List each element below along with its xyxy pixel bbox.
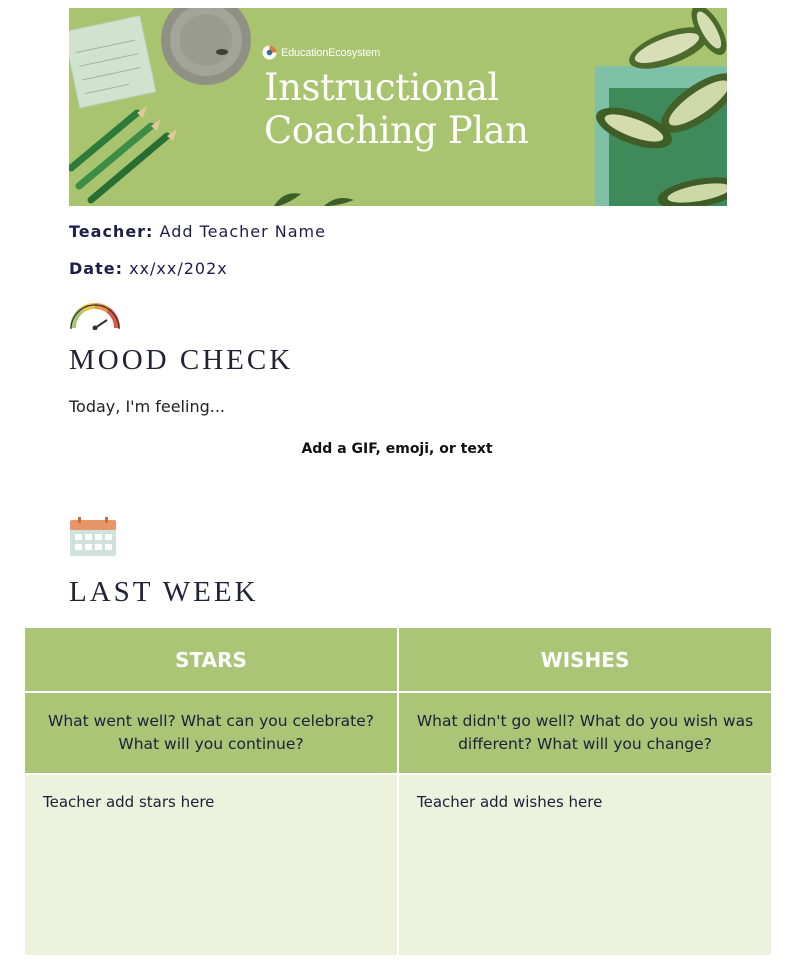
last-week-heading: LAST WEEK (69, 576, 259, 608)
brand-logo (262, 45, 380, 60)
wishes-header: WISHES (399, 628, 771, 691)
pencils-image (71, 106, 177, 200)
banner-title-line1: Instructional (264, 66, 499, 109)
gauge-icon (69, 302, 121, 330)
notepad-image (69, 16, 156, 109)
stars-prompt: What went well? What can you celebrate? What will you continue? (25, 693, 397, 773)
stars-content-field[interactable]: Teacher add stars here (25, 775, 397, 955)
teacher-name-field[interactable]: Add Teacher Name (159, 222, 326, 241)
teacher-label: Teacher: (69, 222, 154, 241)
mood-check-heading: MOOD CHECK (69, 344, 294, 376)
date-row (69, 259, 228, 278)
logo-icon (262, 45, 277, 60)
teacher-row (69, 222, 326, 241)
banner-title (264, 66, 528, 152)
calendar-icon (69, 517, 117, 557)
wishes-prompt: What didn't go well? What do you wish was different? What will you change? (399, 693, 771, 773)
brand-name: EducationEcosystem (281, 46, 381, 59)
mood-placeholder[interactable]: Add a GIF, emoji, or text (301, 441, 493, 457)
stars-wishes-table (25, 628, 771, 955)
feeling-prompt: Today, I'm feeling... (69, 397, 225, 416)
coffee-cup-image (161, 8, 251, 85)
banner-title-line2: Coaching Plan (264, 109, 529, 152)
plant-image (591, 8, 727, 206)
wishes-content-field[interactable]: Teacher add wishes here (399, 775, 771, 955)
date-label: Date: (69, 259, 123, 278)
stars-header: STARS (25, 628, 397, 691)
date-field[interactable]: xx/xx/202x (129, 259, 228, 278)
header-banner (69, 8, 727, 206)
